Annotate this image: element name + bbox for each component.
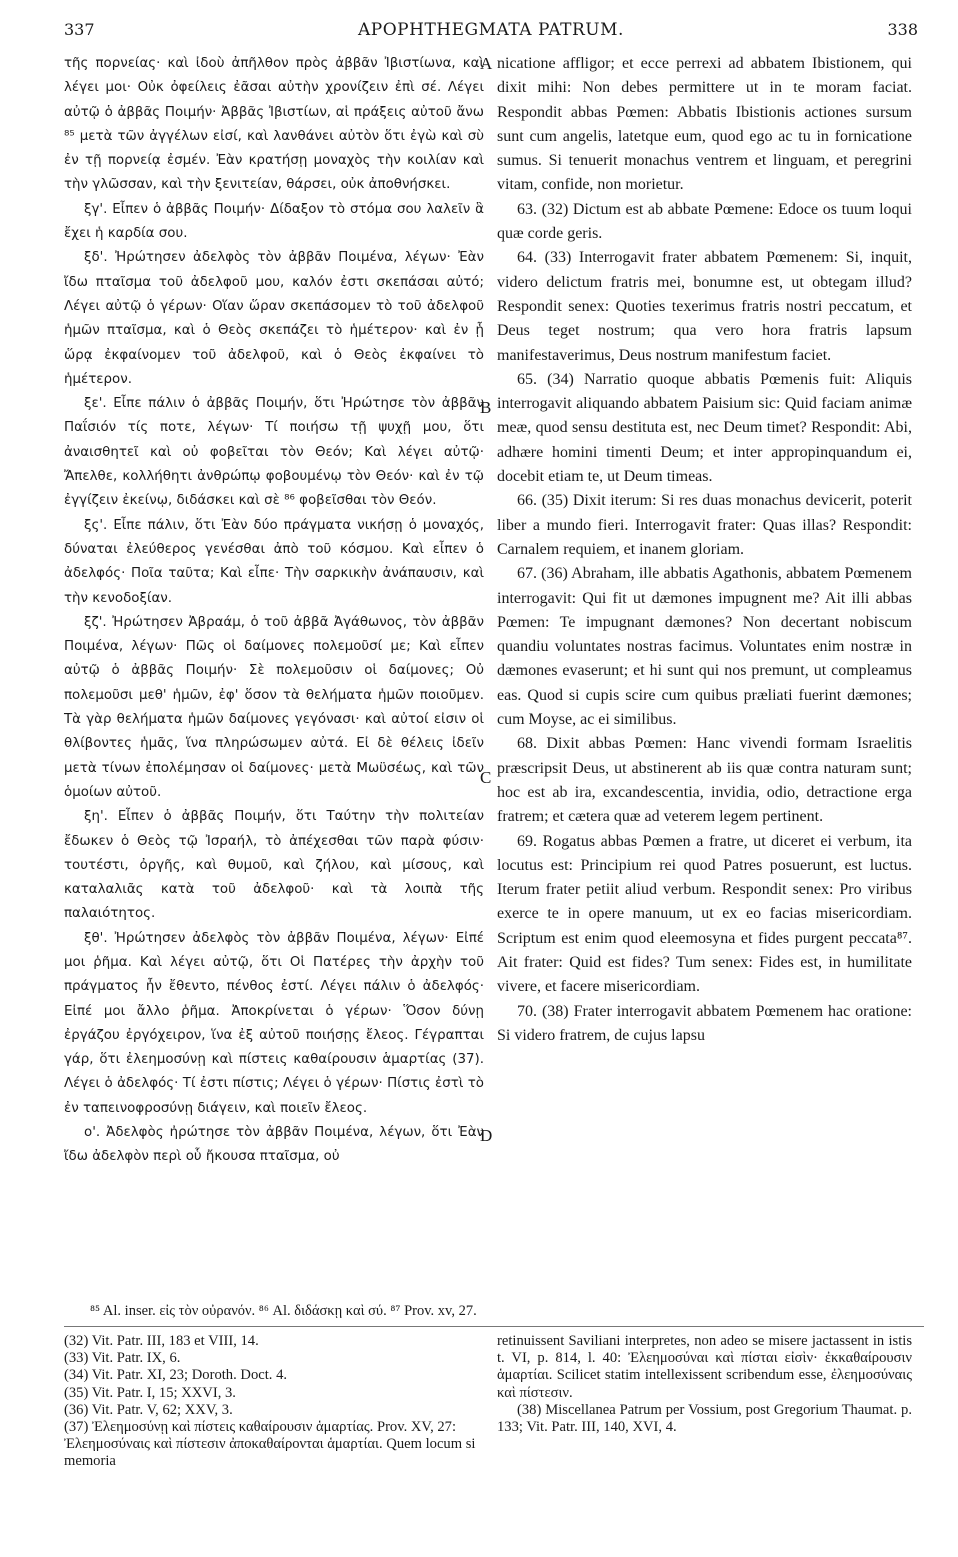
- latin-paragraph: 68. Dixit abbas Pœmen: Hanc vivendi formam Israelitis præscripsit Deus, ut abstinerent ab iis quæ contra naturam sunt; hoc est ab ira, excandescentia, invidia, odio, detractione erga fratrem; et cætera quæ ad veterem legem pertinent.: [497, 735, 912, 826]
- margin-letter-b: B: [480, 398, 492, 417]
- footnote: (36) Vit. Patr. V, 62; XXV, 3.: [64, 1401, 233, 1418]
- footnotes-right: [497, 1333, 912, 1436]
- greek-paragraph: ο'. Ἀδελφὸς ἠρώτησε τὸν ἀββᾶν Ποιμένα, λέγων, ὅτι Ἐὰν ἴδω ἀδελφὸν περὶ οὗ ἤκουσα πταῖσμα, οὐ: [64, 1125, 484, 1165]
- page-number-right: 338: [887, 20, 918, 39]
- latin-paragraph: 67. (36) Abraham, ille abbatis Agathonis, abbatem Pœmenem interrogavit: Qui fit ut dæmones impugnent me? Ait illi abbas Pœmen: Te impugnant dæmones? Non decertant nobiscum quandiu voluntates nostras facimus. Voluntates enim nostræ in dæmones evaserunt; et hi sunt qui nos premunt, ut compleamus eas. Quod si cupis scire cum quibus præliati fuerint dæmones; cum Moyse, ac ei similibus.: [497, 565, 912, 729]
- greek-paragraph: ξζ'. Ἠρώτησεν Ἀβραάμ, ὁ τοῦ ἀββᾶ Ἀγάθωνος, τὸν ἀββᾶν Ποιμένα, λέγων· Πῶς οἱ δαίμονες πολεμοῦσί με; Καὶ εἶπεν αὐτῷ ὁ ἀββᾶς Ποιμήν· Σὲ πολεμοῦσιν οἱ δαίμονες; Οὐ πολεμοῦσι μεθ' ἡμῶν, ἐφ' ὅσον τὰ θελήματα ἡμῶν ποιοῦμεν. Τὰ γὰρ θελήματα ἡμῶν δαίμονες γεγόνασι· καὶ αὐτοί εἰσιν οἱ θλίβοντες ἡμᾶς, ἵνα πληρώσωμεν αὐτά. Εἰ δὲ θέλεις ἰδεῖν μετὰ τίνων ἐπολέμησαν οἱ δαίμονες· μετὰ Μωϋσέως, καὶ τῶν ὁμοίων αὐτοῦ.: [64, 614, 484, 800]
- greek-paragraph: ξγ'. Εἶπεν ὁ ἀββᾶς Ποιμήν· Δίδαξον τὸ στόμα σου λαλεῖν ἃ ἔχει ἡ καρδία σου.: [64, 201, 484, 242]
- greek-paragraph: ξς'. Εἶπε πάλιν, ὅτι Ἐὰν δύο πράγματα νικήσῃ ὁ μοναχός, δύναται ἐλεύθερος γενέσθαι ἀπὸ τοῦ κόσμου. Καὶ εἶπεν ὁ ἀδελφός· Ποῖα ταῦτα; Καὶ εἶπε· Τὴν σαρκικὴν ἀνάπαυσιν, καὶ τὴν κενοδοξίαν.: [64, 517, 484, 606]
- footnote: (33) Vit. Patr. IX, 6.: [64, 1350, 181, 1367]
- footnote: (34) Vit. Patr. XI, 23; Doroth. Doct. 4.: [64, 1367, 288, 1384]
- variant-notes: ⁸⁵ Al. inser. εἰς τὸν οὐρανόν. ⁸⁶ Al. διδάσκῃ καὶ σύ. ⁸⁷ Prov. xv, 27.: [90, 1303, 477, 1319]
- footnote: (32) Vit. Patr. III, 183 et VIII, 14.: [64, 1333, 259, 1349]
- page-header: [64, 20, 918, 50]
- latin-paragraph: 70. (38) Frater interrogavit abbatem Pœmenem hac oratione: Si videro fratrem, de cujus lapsu: [497, 1002, 912, 1044]
- running-title: APOPHTHEGMATA PATRUM.: [358, 20, 624, 40]
- greek-paragraph: ξη'. Εἶπεν ὁ ἀββᾶς Ποιμήν, ὅτι Ταύτην τὴν πολιτείαν ἔδωκεν ὁ Θεὸς τῷ Ἰσραήλ, τὸ ἀπέχεσθαι τῶν παρὰ φύσιν· τουτέστι, ὀργῆς, καὶ θυμοῦ, καὶ ζήλου, καὶ μίσους, καὶ καταλαλιᾶς κατὰ τοῦ ἀδελφοῦ· καὶ τὰ λοιπὰ τῆς παλαιότητος.: [64, 809, 484, 922]
- latin-paragraph: nicatione affligor; et ecce perrexi ad abbatem Ibistionem, qui dixit mihi: Non debes permittere ut in te moram faciat. Respondit abbas Pœmen: Abbatis Ibistionis actiones sursum sunt cum angelis, latetque eum, quod ego ac tu in fornicatione sumus. Si tenuerit monachus ventrem et linguam, et peregrini vitam, confide, non morietur.: [497, 55, 912, 194]
- page-number-left: 337: [64, 20, 95, 39]
- greek-paragraph: ξδ'. Ἠρώτησεν ἀδελφὸς τὸν ἀββᾶν Ποιμένα, λέγων· Ἐὰν ἴδω πταῖσμα τοῦ ἀδελφοῦ μου, καλόν ἐστι σκεπάσαι αὐτό; Λέγει αὐτῷ ὁ γέρων· Οἵαν ὥραν σκεπάσομεν τὸ τοῦ ἀδελφοῦ ἡμῶν πταῖσμα, καὶ ὁ Θεὸς σκεπάζει τὸ ἡμέτερον· καὶ ἐν ᾗ ὥρᾳ ἐκφαίνομεν τοῦ ἀδελφοῦ, καὶ ὁ Θεὸς ἐκφαίνει τὸ ἡμέτερον.: [64, 250, 484, 387]
- footnote: (37) Ἐλεημοσύνῃ καὶ πίστεις καθαίρουσιν ἁμαρτίας. Prov. XV, 27: Ἐλεημοσύναις καὶ πίστεσιν ἀποκαθαίρονται ἁμαρτίαι. Quem locum si memoria: [64, 1419, 476, 1470]
- margin-letter-d: D: [480, 1126, 493, 1145]
- footnote: retinuissent Saviliani interpretes, non adeo se misere jactassent in istis t. VI, p. 814, l. 40: Ἐλεημοσύναι καὶ πίσται εἰσὶν· ἐκκαθαίρουσιν ἁμαρτίαι. Scilicet statim intellexissent scribendum esse, ἐλεημοσύναις καὶ πίστεσιν.: [497, 1333, 912, 1401]
- footnote: (38) Miscellanea Patrum per Vossium, post Gregorium Thaumat. p. 133; Vit. Patr. III, 140, XVI, 4.: [497, 1401, 912, 1436]
- footnotes-left: [64, 1333, 484, 1471]
- greek-paragraph: ξθ'. Ἠρώτησεν ἀδελφὸς τὸν ἀββᾶν Ποιμένα, λέγων· Εἰπέ μοι ῥῆμα. Καὶ λέγει αὐτῷ, ὅτι Οἱ Πατέρες τὴν ἀρχὴν τοῦ πράγματος ἦν ἔθεντο, πένθος ἐστί. Λέγει πάλιν ὁ ἀδελφός· Εἰπέ μοι ἄλλο ῥῆμα. Ἀποκρίνεται ὁ γέρων· Ὅσον δύνῃ ἐργάζου ἐργόχειρον, ἵνα ἐξ αὐτοῦ ποιήσῃς ἔλεος. Γέγραπται γάρ, ὅτι ἐλεημοσύνῃ καὶ πίστεις καθαίρουσιν ἁμαρτίας (37). Λέγει ὁ ἀδελφός· Τί ἐστι πίστις; Λέγει ὁ γέρων· Πίστις ἐστὶ τὸ ἐν ταπεινοφροσύνῃ διάγειν, καὶ ποιεῖν ἔλεος.: [64, 930, 484, 1116]
- latin-paragraph: 64. (33) Interrogavit frater abbatem Pœmenem: Si, inquit, videro delictum fratris mei, bonumne est, ut obtegam illud? Respondit senex: Quoties texerimus fratris nostri peccatum, et Deus teget nostrum; qua vero hora fratris lapsum manifestaverimus, Deus nostrum manifestum faciet.: [497, 249, 912, 364]
- greek-column: [64, 52, 484, 1170]
- margin-letter-a: A: [480, 54, 493, 73]
- latin-paragraph: 69. Rogatus abbas Pœmen a fratre, ut diceret ei verbum, ita locutus est: Principium rei quod Patres posuerunt, est luctus. Iterum frater petiit aliud verbum. Respondit senex: Pro viribus exerce te in opere manuum, ut ex eo facias misericordiam. Scriptum est enim quod eleemosyna et fides purgent peccata⁸⁷. Ait frater: Quid est fides? Tum senex: Fides est, in humilitate vivere, et facere misericordiam.: [497, 832, 912, 996]
- latin-paragraph: 66. (35) Dixit iterum: Si res duas monachus devicerit, poterit liber a mundo fieri. Interrogavit frater: Quas illas? Respondit: Carnalem requiem, et inanem gloriam.: [497, 492, 912, 558]
- footnote: (35) Vit. Patr. I, 15; XXVI, 3.: [64, 1384, 236, 1401]
- greek-paragraph: τῆς πορνείας· καὶ ἰδοὺ ἀπῆλθον πρὸς ἀββᾶν Ἰβιστίωνα, καὶ λέγει μοι· Οὐκ ὀφείλεις ἐᾶσαι αὐτὴν χρονίζειν ἐπὶ σέ. Λέγει αὐτῷ ὁ ἀββᾶς Ποιμήν· Ἀββᾶς Ἰβιστίων, αἱ πράξεις αὐτοῦ ἄνω ⁸⁵ μετὰ τῶν ἀγγέλων εἰσί, καὶ λανθάνει αὐτὸν ὅτι ἐγὼ καὶ σὺ ἐν τῇ πορνείᾳ ἐσμέν. Ἐὰν κρατήσῃ μοναχὸς τὴν κοιλίαν καὶ τὴν γλῶσσαν, καὶ τὴν ξενιτείαν, θάρσει, οὐκ ἀποθνήσκει.: [64, 56, 484, 193]
- latin-column: [497, 52, 912, 1048]
- margin-letter-c: C: [480, 768, 492, 787]
- footnote-divider: [64, 1326, 924, 1327]
- latin-paragraph: 63. (32) Dictum est ab abbate Pœmene: Edoce os tuum loqui quæ corde geris.: [497, 200, 912, 243]
- latin-paragraph: 65. (34) Narratio quoque abbatis Pœmenis fuit: Aliquis interrogavit aliquando abbatem Paisium sic: Quid faciam animæ meæ, quod sensu destituta est, nec Deum timet? Respondit: Abi, adhære homini timenti Deum; et inter appropinquandum ei, docebit etiam te, ut Deum timeas.: [497, 370, 912, 486]
- greek-paragraph: ξε'. Εἶπε πάλιν ὁ ἀββᾶς Ποιμήν, ὅτι Ἠρώτησε τὸν ἀββᾶν Παΐσιόν τίς ποτε, λέγων· Τί ποιήσω τῇ ψυχῇ μου, ὅτι ἀναισθητεῖ καὶ οὐ φοβεῖται τὸν Θεόν; Καὶ λέγει αὐτῷ· Ἄπελθε, κολλήθητι ἀνθρώπῳ φοβουμένῳ τὸν Θεόν· καὶ ἐν τῷ ἐγγίζειν ἐκείνῳ, διδάσκει καὶ σὲ ⁸⁶ φοβεῖσθαι τὸν Θεόν.: [64, 396, 484, 509]
